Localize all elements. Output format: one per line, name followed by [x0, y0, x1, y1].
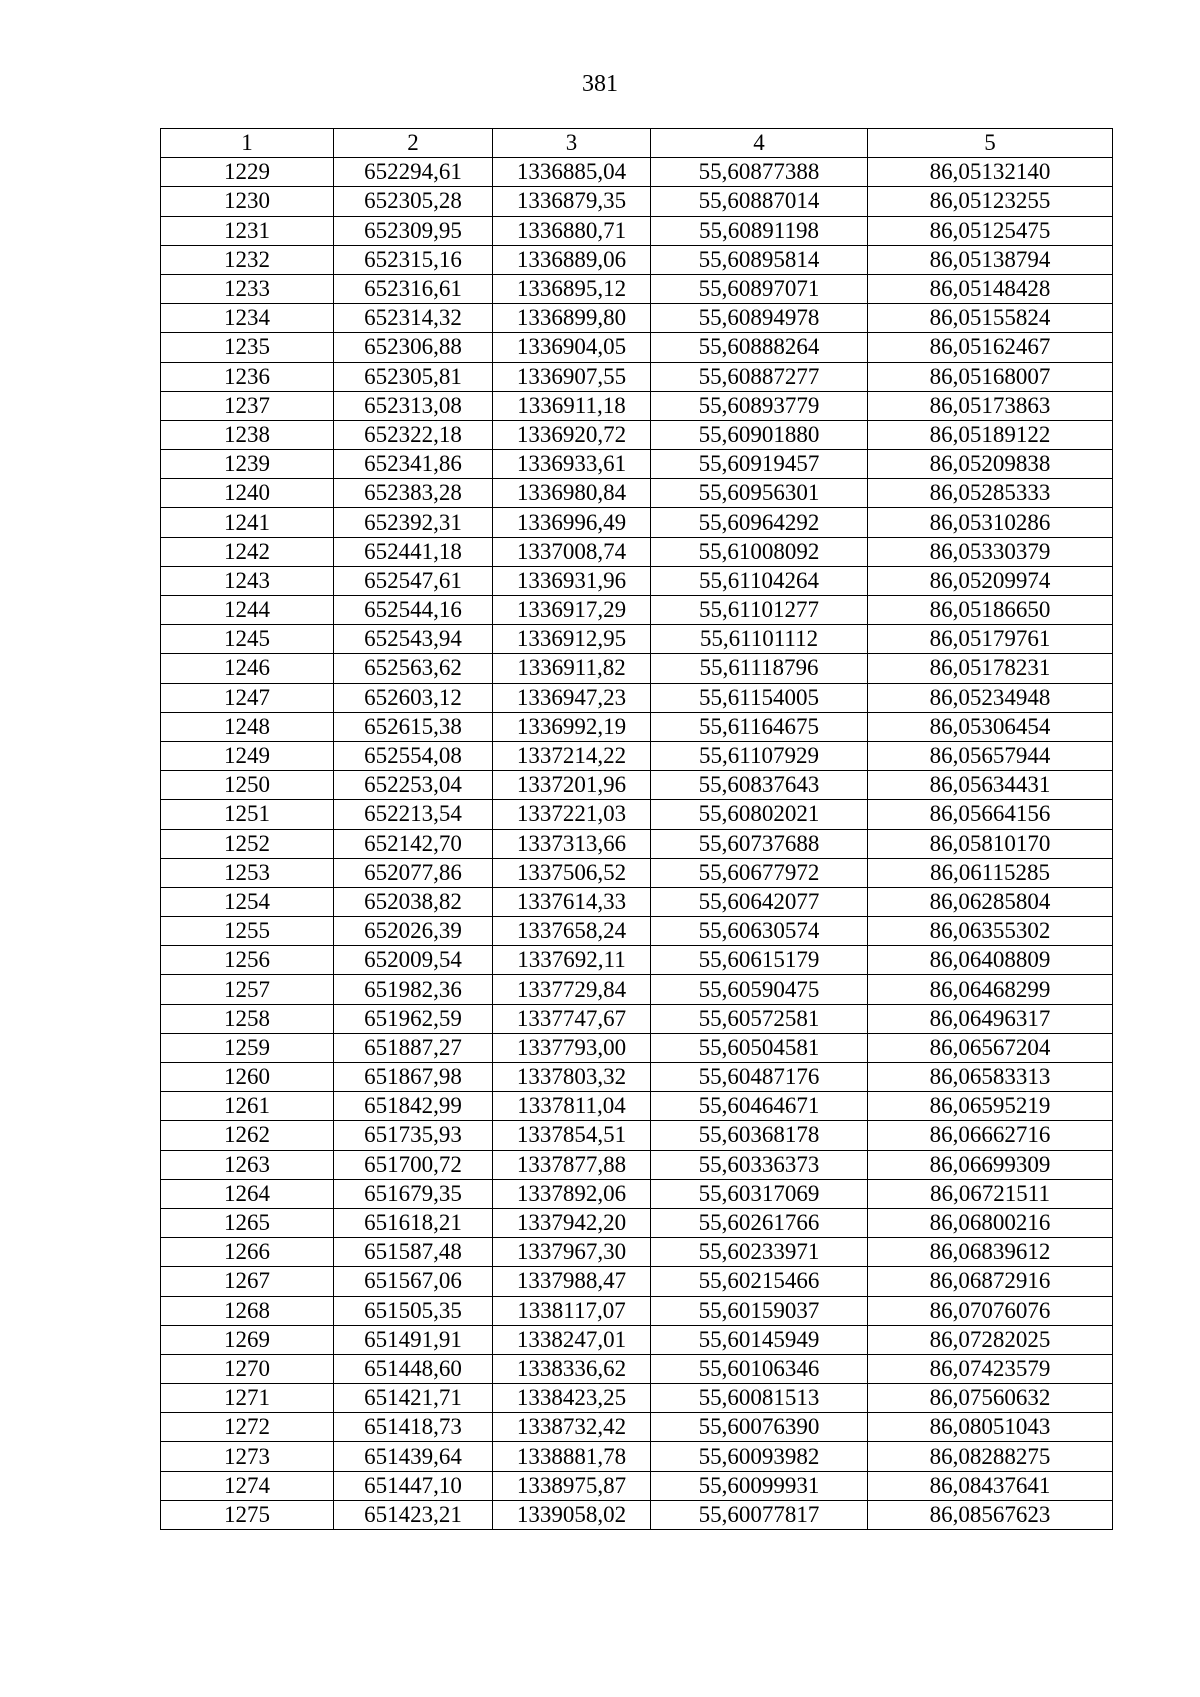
table-cell: 55,60877388	[651, 158, 868, 187]
table-cell: 86,05657944	[868, 741, 1113, 770]
table-cell: 1337877,88	[493, 1150, 651, 1179]
table-cell: 651679,35	[334, 1179, 493, 1208]
table-cell: 1337658,24	[493, 917, 651, 946]
table-cell: 651491,91	[334, 1325, 493, 1354]
table-cell: 1338423,25	[493, 1384, 651, 1413]
table-row	[161, 741, 1113, 770]
table-cell: 1244	[161, 596, 334, 625]
table-row	[161, 274, 1113, 303]
table-row	[161, 1238, 1113, 1267]
table-cell: 55,60099931	[651, 1471, 868, 1500]
table-cell: 1338881,78	[493, 1442, 651, 1471]
table-cell: 55,60215466	[651, 1267, 868, 1296]
table-cell: 55,61008092	[651, 537, 868, 566]
table-cell: 86,08437641	[868, 1471, 1113, 1500]
table-row	[161, 391, 1113, 420]
table-cell: 86,05664156	[868, 800, 1113, 829]
table-cell: 651505,35	[334, 1296, 493, 1325]
table-row	[161, 187, 1113, 216]
table-cell: 652383,28	[334, 479, 493, 508]
table-body	[161, 129, 1113, 1530]
table-cell: 652305,81	[334, 362, 493, 391]
table-cell: 1337313,66	[493, 829, 651, 858]
table-cell: 1272	[161, 1413, 334, 1442]
table-cell: 55,60837643	[651, 771, 868, 800]
table-cell: 1229	[161, 158, 334, 187]
table-cell: 86,05162467	[868, 333, 1113, 362]
table-cell: 1268	[161, 1296, 334, 1325]
table-cell: 1336933,61	[493, 450, 651, 479]
coordinates-table	[160, 128, 1113, 1530]
table-cell: 86,05810170	[868, 829, 1113, 858]
table-header-row	[161, 129, 1113, 158]
table-cell: 652038,82	[334, 887, 493, 916]
table-cell: 1337811,04	[493, 1092, 651, 1121]
table-cell: 652306,88	[334, 333, 493, 362]
table-row	[161, 1500, 1113, 1529]
table-cell: 86,05125475	[868, 216, 1113, 245]
table-cell: 1337614,33	[493, 887, 651, 916]
table-row	[161, 1296, 1113, 1325]
table-cell: 1257	[161, 975, 334, 1004]
table-cell: 1248	[161, 712, 334, 741]
table-cell: 55,60368178	[651, 1121, 868, 1150]
table-cell: 652314,32	[334, 304, 493, 333]
table-cell: 1336880,71	[493, 216, 651, 245]
table-cell: 1236	[161, 362, 334, 391]
table-cell: 86,06699309	[868, 1150, 1113, 1179]
table-cell: 55,60464671	[651, 1092, 868, 1121]
table-cell: 86,07560632	[868, 1384, 1113, 1413]
table-cell: 1255	[161, 917, 334, 946]
table-cell: 55,60076390	[651, 1413, 868, 1442]
table-cell: 1266	[161, 1238, 334, 1267]
table-row	[161, 596, 1113, 625]
table-cell: 651867,98	[334, 1063, 493, 1092]
table-cell: 86,06662716	[868, 1121, 1113, 1150]
table-cell: 55,60093982	[651, 1442, 868, 1471]
table-cell: 1264	[161, 1179, 334, 1208]
table-cell: 652554,08	[334, 741, 493, 770]
table-cell: 55,60642077	[651, 887, 868, 916]
table-cell: 651887,27	[334, 1033, 493, 1062]
table-cell: 55,60888264	[651, 333, 868, 362]
table-cell: 1261	[161, 1092, 334, 1121]
table-row	[161, 771, 1113, 800]
header-cell: 5	[868, 129, 1113, 158]
table-cell: 1237	[161, 391, 334, 420]
table-cell: 651418,73	[334, 1413, 493, 1442]
table-cell: 652253,04	[334, 771, 493, 800]
table-cell: 1336904,05	[493, 333, 651, 362]
table-cell: 1336980,84	[493, 479, 651, 508]
table-cell: 1232	[161, 245, 334, 274]
header-cell: 3	[493, 129, 651, 158]
table-cell: 86,06595219	[868, 1092, 1113, 1121]
table-cell: 1337854,51	[493, 1121, 651, 1150]
table-cell: 1337892,06	[493, 1179, 651, 1208]
table-cell: 55,60317069	[651, 1179, 868, 1208]
table-cell: 1336917,29	[493, 596, 651, 625]
table-row	[161, 975, 1113, 1004]
table-row	[161, 304, 1113, 333]
table-cell: 652547,61	[334, 566, 493, 595]
table-row	[161, 1150, 1113, 1179]
table-cell: 1243	[161, 566, 334, 595]
table-cell: 1240	[161, 479, 334, 508]
table-cell: 86,08288275	[868, 1442, 1113, 1471]
table-cell: 86,05132140	[868, 158, 1113, 187]
table-cell: 86,06355302	[868, 917, 1113, 946]
table-cell: 1337221,03	[493, 800, 651, 829]
table-cell: 1254	[161, 887, 334, 916]
table-cell: 55,60919457	[651, 450, 868, 479]
table-cell: 652563,62	[334, 654, 493, 683]
table-row	[161, 1413, 1113, 1442]
table-row	[161, 800, 1113, 829]
table-cell: 55,60572581	[651, 1004, 868, 1033]
table-cell: 55,61118796	[651, 654, 868, 683]
table-cell: 652294,61	[334, 158, 493, 187]
table-cell: 1252	[161, 829, 334, 858]
table-cell: 86,05634431	[868, 771, 1113, 800]
table-cell: 1263	[161, 1150, 334, 1179]
table-cell: 1233	[161, 274, 334, 303]
table-row	[161, 245, 1113, 274]
table-row	[161, 654, 1113, 683]
table-cell: 1242	[161, 537, 334, 566]
table-cell: 652009,54	[334, 946, 493, 975]
table-row	[161, 537, 1113, 566]
table-cell: 86,06567204	[868, 1033, 1113, 1062]
table-cell: 86,05310286	[868, 508, 1113, 537]
table-cell: 55,60891198	[651, 216, 868, 245]
table-cell: 1250	[161, 771, 334, 800]
table-cell: 1273	[161, 1442, 334, 1471]
table-cell: 651448,60	[334, 1354, 493, 1383]
table-cell: 652543,94	[334, 625, 493, 654]
table-row	[161, 683, 1113, 712]
table-row	[161, 1033, 1113, 1062]
table-cell: 86,07282025	[868, 1325, 1113, 1354]
table-cell: 1337793,00	[493, 1033, 651, 1062]
table-cell: 1337214,22	[493, 741, 651, 770]
table-cell: 86,05178231	[868, 654, 1113, 683]
table-cell: 1269	[161, 1325, 334, 1354]
table-cell: 55,60261766	[651, 1208, 868, 1237]
table-cell: 55,61104264	[651, 566, 868, 595]
table-cell: 55,60901880	[651, 420, 868, 449]
table-cell: 652341,86	[334, 450, 493, 479]
table-cell: 1267	[161, 1267, 334, 1296]
table-cell: 651842,99	[334, 1092, 493, 1121]
table-cell: 1247	[161, 683, 334, 712]
table-row	[161, 1354, 1113, 1383]
table-cell: 652392,31	[334, 508, 493, 537]
table-cell: 1230	[161, 187, 334, 216]
table-cell: 651421,71	[334, 1384, 493, 1413]
table-cell: 652305,28	[334, 187, 493, 216]
table-cell: 55,60630574	[651, 917, 868, 946]
table-row	[161, 1063, 1113, 1092]
table-cell: 1337942,20	[493, 1208, 651, 1237]
table-cell: 652315,16	[334, 245, 493, 274]
table-cell: 1336996,49	[493, 508, 651, 537]
table-cell: 86,05330379	[868, 537, 1113, 566]
table-row	[161, 1384, 1113, 1413]
table-cell: 86,05189122	[868, 420, 1113, 449]
table-row	[161, 1442, 1113, 1471]
table-cell: 55,60887014	[651, 187, 868, 216]
table-cell: 1338336,62	[493, 1354, 651, 1383]
table-row	[161, 1325, 1113, 1354]
table-row	[161, 1267, 1113, 1296]
table-cell: 55,60590475	[651, 975, 868, 1004]
table-cell: 1337506,52	[493, 858, 651, 887]
table-cell: 86,06872916	[868, 1267, 1113, 1296]
table-cell: 55,60159037	[651, 1296, 868, 1325]
table-cell: 652313,08	[334, 391, 493, 420]
table-cell: 86,06408809	[868, 946, 1113, 975]
table-cell: 86,05168007	[868, 362, 1113, 391]
table-row	[161, 1179, 1113, 1208]
table-cell: 55,60336373	[651, 1150, 868, 1179]
table-row	[161, 625, 1113, 654]
table-row	[161, 1208, 1113, 1237]
table-cell: 55,60894978	[651, 304, 868, 333]
table-cell: 1337803,32	[493, 1063, 651, 1092]
table-cell: 55,60106346	[651, 1354, 868, 1383]
table-cell: 652441,18	[334, 537, 493, 566]
table-row	[161, 887, 1113, 916]
table-cell: 651567,06	[334, 1267, 493, 1296]
table-cell: 86,05186650	[868, 596, 1113, 625]
table-row	[161, 362, 1113, 391]
table-cell: 55,61164675	[651, 712, 868, 741]
table-cell: 86,06839612	[868, 1238, 1113, 1267]
table-cell: 1336885,04	[493, 158, 651, 187]
table-cell: 1238	[161, 420, 334, 449]
header-cell: 4	[651, 129, 868, 158]
table-cell: 86,05173863	[868, 391, 1113, 420]
table-cell: 86,06285804	[868, 887, 1113, 916]
table-row	[161, 712, 1113, 741]
table-cell: 86,07076076	[868, 1296, 1113, 1325]
table-cell: 651700,72	[334, 1150, 493, 1179]
table-cell: 86,05155824	[868, 304, 1113, 333]
table-cell: 86,06496317	[868, 1004, 1113, 1033]
table-cell: 1336920,72	[493, 420, 651, 449]
table-cell: 1235	[161, 333, 334, 362]
table-cell: 1338117,07	[493, 1296, 651, 1325]
table-cell: 652026,39	[334, 917, 493, 946]
table-cell: 55,60504581	[651, 1033, 868, 1062]
table-cell: 652213,54	[334, 800, 493, 829]
table-cell: 1259	[161, 1033, 334, 1062]
table-cell: 86,05209838	[868, 450, 1113, 479]
table-row	[161, 450, 1113, 479]
table-cell: 1336899,80	[493, 304, 651, 333]
table-cell: 1337747,67	[493, 1004, 651, 1033]
table-cell: 1336931,96	[493, 566, 651, 595]
header-cell: 1	[161, 129, 334, 158]
table-cell: 1275	[161, 1500, 334, 1529]
table-cell: 1336889,06	[493, 245, 651, 274]
table-cell: 651962,59	[334, 1004, 493, 1033]
table-cell: 86,05306454	[868, 712, 1113, 741]
table-cell: 652615,38	[334, 712, 493, 741]
table-cell: 55,61101112	[651, 625, 868, 654]
table-cell: 55,60893779	[651, 391, 868, 420]
table-row	[161, 1121, 1113, 1150]
table-row	[161, 917, 1113, 946]
table-cell: 651735,93	[334, 1121, 493, 1150]
table-cell: 1337692,11	[493, 946, 651, 975]
table-cell: 86,06468299	[868, 975, 1113, 1004]
table-cell: 652603,12	[334, 683, 493, 712]
table-cell: 651439,64	[334, 1442, 493, 1471]
table-row	[161, 946, 1113, 975]
table-row	[161, 858, 1113, 887]
table-cell: 86,07423579	[868, 1354, 1113, 1383]
table-cell: 86,06583313	[868, 1063, 1113, 1092]
table-cell: 1256	[161, 946, 334, 975]
table-cell: 1234	[161, 304, 334, 333]
table-cell: 1336912,95	[493, 625, 651, 654]
table-cell: 86,05209974	[868, 566, 1113, 595]
table-cell: 652077,86	[334, 858, 493, 887]
table-cell: 1336911,82	[493, 654, 651, 683]
table-row	[161, 216, 1113, 245]
table-row	[161, 508, 1113, 537]
table-cell: 1336992,19	[493, 712, 651, 741]
table-cell: 652544,16	[334, 596, 493, 625]
table-cell: 1336895,12	[493, 274, 651, 303]
table-cell: 86,05123255	[868, 187, 1113, 216]
table-cell: 652316,61	[334, 274, 493, 303]
table-cell: 1239	[161, 450, 334, 479]
table-cell: 55,60887277	[651, 362, 868, 391]
table-cell: 1336911,18	[493, 391, 651, 420]
table-cell: 1271	[161, 1384, 334, 1413]
table-row	[161, 1092, 1113, 1121]
table-cell: 1262	[161, 1121, 334, 1150]
table-cell: 86,05234948	[868, 683, 1113, 712]
table-cell: 1265	[161, 1208, 334, 1237]
table-cell: 55,60233971	[651, 1238, 868, 1267]
table-cell: 1251	[161, 800, 334, 829]
table-cell: 1339058,02	[493, 1500, 651, 1529]
table-cell: 1337729,84	[493, 975, 651, 1004]
table-cell: 55,60081513	[651, 1384, 868, 1413]
table-cell: 86,06800216	[868, 1208, 1113, 1237]
table-cell: 86,05148428	[868, 274, 1113, 303]
table-row	[161, 158, 1113, 187]
table-cell: 1337988,47	[493, 1267, 651, 1296]
table-cell: 1336879,35	[493, 187, 651, 216]
table-cell: 651447,10	[334, 1471, 493, 1500]
table-cell: 1241	[161, 508, 334, 537]
table-cell: 55,60077817	[651, 1500, 868, 1529]
table-cell: 651423,21	[334, 1500, 493, 1529]
table-cell: 1338247,01	[493, 1325, 651, 1354]
table-row	[161, 566, 1113, 595]
table-cell: 1258	[161, 1004, 334, 1033]
table-cell: 86,08051043	[868, 1413, 1113, 1442]
table-cell: 651618,21	[334, 1208, 493, 1237]
table-cell: 86,08567623	[868, 1500, 1113, 1529]
table-cell: 55,60145949	[651, 1325, 868, 1354]
table-cell: 1338975,87	[493, 1471, 651, 1500]
table-cell: 86,05138794	[868, 245, 1113, 274]
table-cell: 1336907,55	[493, 362, 651, 391]
table-cell: 55,61101277	[651, 596, 868, 625]
table-cell: 1337967,30	[493, 1238, 651, 1267]
table-cell: 652309,95	[334, 216, 493, 245]
table-cell: 55,60615179	[651, 946, 868, 975]
table-cell: 1253	[161, 858, 334, 887]
table-cell: 1337201,96	[493, 771, 651, 800]
table-cell: 1249	[161, 741, 334, 770]
table-cell: 55,60487176	[651, 1063, 868, 1092]
table-cell: 55,60737688	[651, 829, 868, 858]
table-cell: 1245	[161, 625, 334, 654]
table-cell: 1336947,23	[493, 683, 651, 712]
table-cell: 86,05179761	[868, 625, 1113, 654]
table-cell: 1338732,42	[493, 1413, 651, 1442]
table-cell: 55,60895814	[651, 245, 868, 274]
page-number: 381	[582, 71, 618, 97]
table-cell: 55,60964292	[651, 508, 868, 537]
table-cell: 1274	[161, 1471, 334, 1500]
table-cell: 1270	[161, 1354, 334, 1383]
table-cell: 55,61154005	[651, 683, 868, 712]
table-cell: 651587,48	[334, 1238, 493, 1267]
table-row	[161, 420, 1113, 449]
table-cell: 652142,70	[334, 829, 493, 858]
header-cell: 2	[334, 129, 493, 158]
table-cell: 1231	[161, 216, 334, 245]
table-cell: 55,60956301	[651, 479, 868, 508]
table-row	[161, 829, 1113, 858]
table-row	[161, 1004, 1113, 1033]
table-row	[161, 1471, 1113, 1500]
table-row	[161, 333, 1113, 362]
table-cell: 55,60802021	[651, 800, 868, 829]
table-row	[161, 479, 1113, 508]
table-cell: 1246	[161, 654, 334, 683]
table-cell: 55,60897071	[651, 274, 868, 303]
table-cell: 86,06115285	[868, 858, 1113, 887]
table-cell: 1337008,74	[493, 537, 651, 566]
table-cell: 652322,18	[334, 420, 493, 449]
table-cell: 55,60677972	[651, 858, 868, 887]
table-cell: 651982,36	[334, 975, 493, 1004]
table-cell: 86,06721511	[868, 1179, 1113, 1208]
table-cell: 86,05285333	[868, 479, 1113, 508]
table-cell: 1260	[161, 1063, 334, 1092]
table-cell: 55,61107929	[651, 741, 868, 770]
